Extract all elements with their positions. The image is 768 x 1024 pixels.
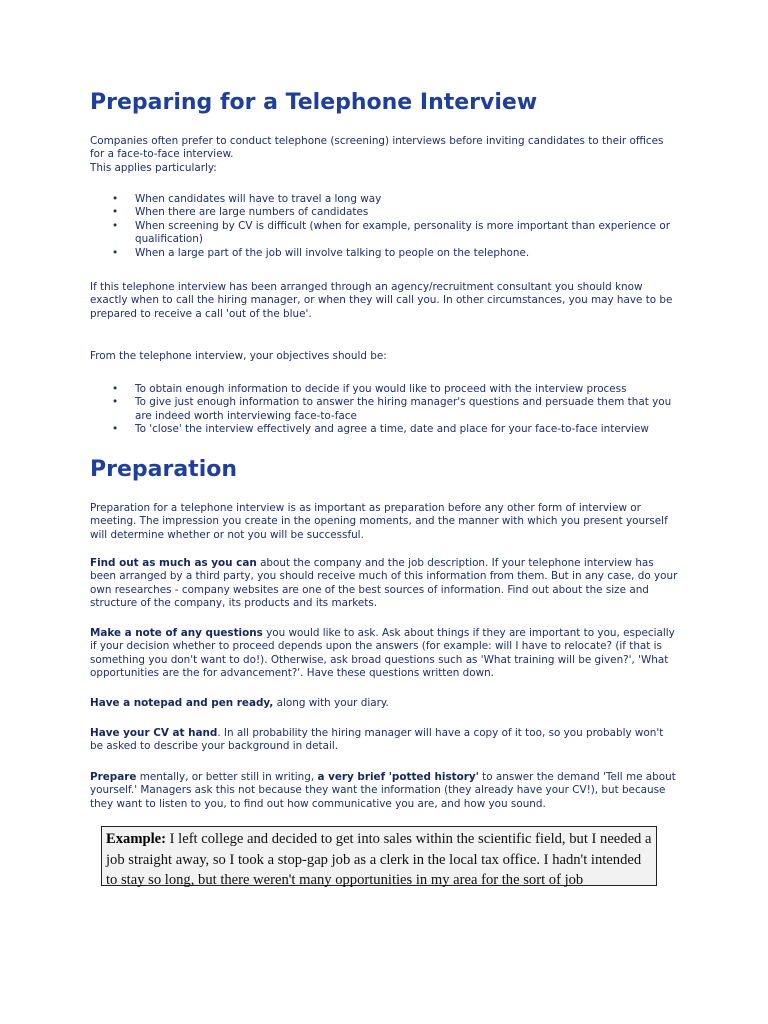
intro-line-1: Companies often prefer to conduct telephone (screening) interviews before inviting candidates to their offices for a face-to-face interview. — [90, 135, 664, 161]
example-label: Example: — [106, 831, 166, 847]
find-out-bold: Find out as much as you can — [90, 557, 257, 569]
notepad-paragraph — [90, 697, 678, 710]
preparation-heading: Preparation — [90, 457, 238, 482]
list-item: • When screening by CV is difficult (when for example, personality is more important than experience or qualification) — [90, 220, 680, 247]
list-item: • To obtain enough information to decide if you would like to proceed with the interview process — [90, 383, 680, 396]
find-out-paragraph — [90, 557, 678, 611]
cv-bold: Have your CV at hand — [90, 727, 218, 739]
intro-paragraph — [90, 135, 678, 175]
agency-paragraph: If this telephone interview has been arranged through an agency/recruitment consultant you should know exactly when to call the hiring manager, or when they will call you. In other circumstances, you may have to be prepared to receive a call 'out of the blue'. — [90, 281, 673, 320]
notepad-text: along with your diary. — [273, 697, 389, 709]
cv-paragraph — [90, 727, 678, 754]
prepare-text-2: to answer the demand 'Tell me about yourself.' Managers ask this not because they want the information (they already have your CV!), but because they want to listen to you, to find out how communicative you are, and how you sound. — [90, 771, 676, 810]
example-box — [101, 826, 657, 886]
prepare-text-1: mentally, or better still in writing, — [136, 771, 318, 783]
potted-history-bold: a very brief 'potted history' — [317, 771, 479, 783]
prepare-paragraph — [90, 771, 678, 811]
questions-bold: Make a note of any questions — [90, 627, 263, 639]
situations-list — [90, 193, 680, 260]
preparation-intro: Preparation for a telephone interview is as important as preparation before any other form of interview or meeting. The impression you create in the opening moments, and the manner with which you present yourself will determine whether or not you will be successful. — [90, 502, 668, 541]
list-item: • When there are large numbers of candidates — [90, 206, 680, 219]
notepad-bold: Have a notepad and pen ready, — [90, 697, 274, 709]
objectives-list — [90, 383, 680, 437]
questions-text: you would like to ask. Ask about things if they are important to you, especially if your decision whether to proceed depends upon the answers (for example: will I have to relocate? (if that is something you don't want to do!). Otherwise, ask broad questions such as 'What training will be given?', 'What opportunities are the for advancement?'. Have these questions written down. — [90, 627, 675, 680]
list-item: • When candidates will have to travel a long way — [90, 193, 680, 206]
list-item: • To 'close' the interview effectively and agree a time, date and place for your face-to-face interview — [90, 423, 680, 436]
find-out-text: about the company and the job description. If your telephone interview has been arranged by a third party, you should receive much of this information from them. But in any case, do your own researches - company websites are one of the best sources of information. Find out about the size and structure of the company, its products and its markets. — [90, 557, 678, 610]
example-text: I left college and decided to get into sales within the scientific field, but I needed a job straight away, so I took a stop-gap job as a clerk in the local tax office. I hadn't intended to stay so long, but there weren't many opportunities in my area for the sort of job — [106, 831, 652, 888]
objectives-intro: From the telephone interview, your objectives should be: — [90, 350, 387, 362]
prepare-bold: Prepare — [90, 771, 137, 783]
questions-paragraph — [90, 627, 678, 681]
intro-line-2: This applies particularly: — [90, 161, 217, 174]
list-item: • To give just enough information to answer the hiring manager's questions and persuade them that you are indeed worth interviewing face-to-face — [90, 396, 680, 423]
page-title: Preparing for a Telephone Interview — [90, 90, 538, 115]
cv-text: . In all probability the hiring manager will have a copy of it too, so you probably won't be asked to describe your background in detail. — [90, 727, 664, 753]
list-item: • When a large part of the job will involve talking to people on the telephone. — [90, 247, 680, 260]
